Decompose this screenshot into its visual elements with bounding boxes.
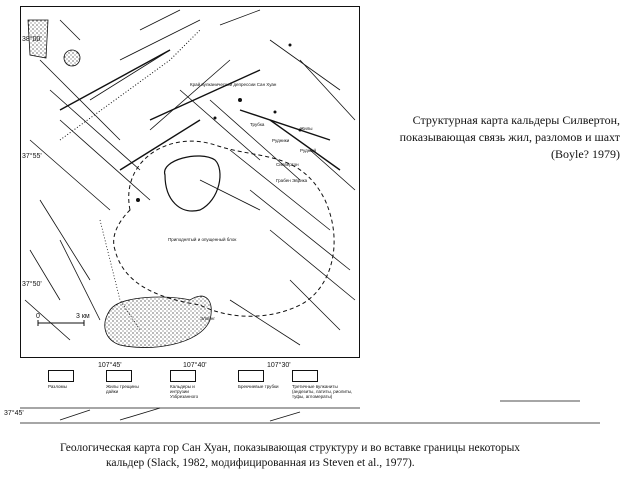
label-depression: Край вулканической депрессии Сан Хуан — [190, 82, 277, 87]
label-mines: Рудники — [272, 138, 290, 143]
label-ghost: Эллинг — [200, 316, 215, 321]
label-block: Приподнятый и опущенный блок — [168, 237, 237, 242]
lon-left: 107°45' — [98, 362, 122, 369]
depression-edge — [60, 30, 200, 140]
inset-strip — [20, 401, 600, 423]
lat-mid: 37°55' — [22, 153, 42, 160]
legend-label-2: Кальдеры и интрузии Узбрезанного — [170, 384, 199, 399]
label-north-1: Рудный — [300, 148, 316, 153]
legend-swatch-calderas — [170, 370, 196, 382]
label-silverton: Силвертон — [276, 162, 299, 167]
legend-label-0: Разломы — [48, 384, 67, 389]
legend-swatch-breccia — [238, 370, 264, 382]
caldera-boundary — [114, 141, 334, 316]
lat-low: 37°50' — [22, 281, 42, 288]
legend-label-1: Жилы трещины дайки — [106, 384, 139, 394]
volcanic-area-south — [105, 296, 212, 347]
scale-zero: 0 — [36, 313, 40, 320]
legend-swatch-veins — [106, 370, 132, 382]
label-north-0: Жилы — [300, 126, 313, 131]
resurgent-dome — [165, 156, 220, 211]
label-tube: Трубка — [250, 122, 265, 127]
scale-bar — [38, 320, 84, 326]
legend-label-4: Третичные вулканиты (андезиты, латиты, риолиты, туфы, агломераты) — [292, 384, 353, 399]
lon-right: 107°30' — [267, 362, 291, 369]
label-eureka: Грабен Эврика — [276, 178, 308, 183]
caption-bottom-line1: Геологическая карта гор Сан Хуан, показывающая структуру и во вставке границы некоторых — [60, 442, 521, 454]
caption-right: Структурная карта кальдеры Силвертон, показывающая связь жил, разломов и шахт (Boyle? 1979) — [399, 113, 620, 161]
lon-mid: 107°40' — [183, 362, 207, 369]
caption-bottom — [60, 441, 620, 471]
legend-swatch-volcanics — [292, 370, 318, 382]
lat-top: 38°00' — [22, 36, 42, 43]
caption-bottom-line2: кальдер (Slack, 1982, модифицированная из Steven et al., 1977). — [106, 457, 415, 469]
lat-bottom: 37°45' — [4, 410, 24, 417]
legend-swatch-faults — [48, 370, 74, 382]
scale-end: 3 км — [76, 313, 90, 320]
legend-label-3: Брекчиевые трубки — [238, 384, 279, 389]
